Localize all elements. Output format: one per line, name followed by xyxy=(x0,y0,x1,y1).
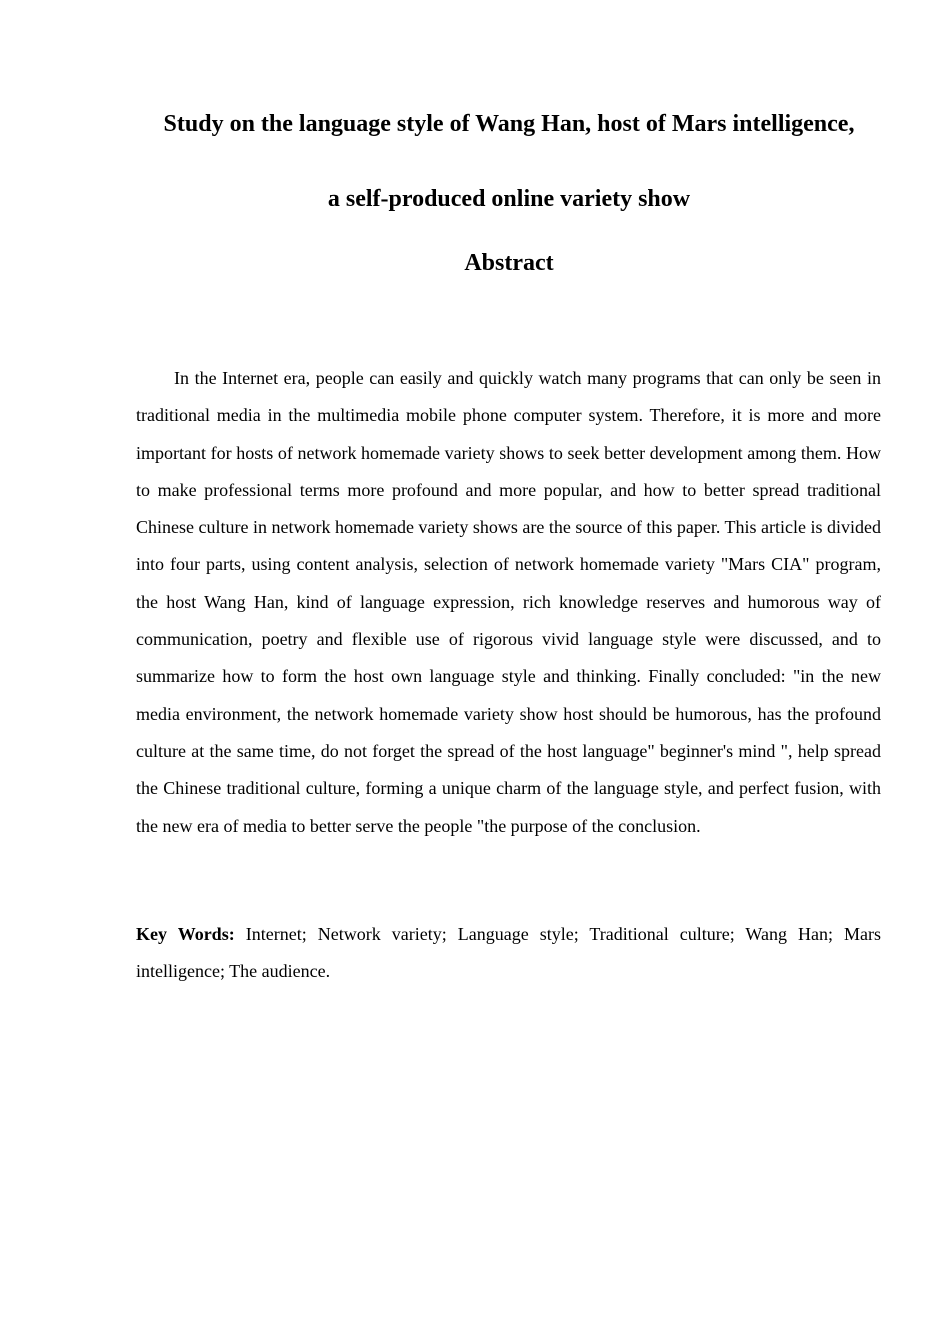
abstract-body: In the Internet era, people can easily and quickly watch many programs that can only be seen in traditional media in the multimedia mobile phone computer system. Therefore, it is more and more important for hosts of network homemade variety shows to seek better development among them. How to make professional terms more profound and more popular, and how to better spread traditional Chinese culture in network homemade variety shows are the source of this paper. This article is divided into four parts, using content analysis, selection of network homemade variety "Mars CIA" program, the host Wang Han, kind of language expression, rich knowledge reserves and humorous way of communication, poetry and flexible use of rigorous vivid language style were discussed, and to summarize how to form the host own language style and thinking. Finally concluded: "in the new media environment, the network homemade variety show host should be humorous, has the profound culture at the same time, do not forget the spread of the host language" beginner's mind ", help spread the Chinese traditional culture, forming a unique charm of the language style, and perfect fusion, with the new era of media to better serve the people "the purpose of the conclusion. xyxy=(136,368,881,836)
keywords-label: Key Words: xyxy=(136,924,235,944)
title-line-2: a self-produced online variety show xyxy=(327,186,691,212)
title-line-1: Study on the language style of Wang Han, host of Mars intelligence, xyxy=(163,111,855,137)
keywords-paragraph xyxy=(136,916,881,991)
keywords-text: Internet; Network variety; Language style; Traditional culture; Wang Han; Mars intelligence; The audience. xyxy=(136,924,882,982)
abstract-heading: Abstract xyxy=(464,250,554,276)
